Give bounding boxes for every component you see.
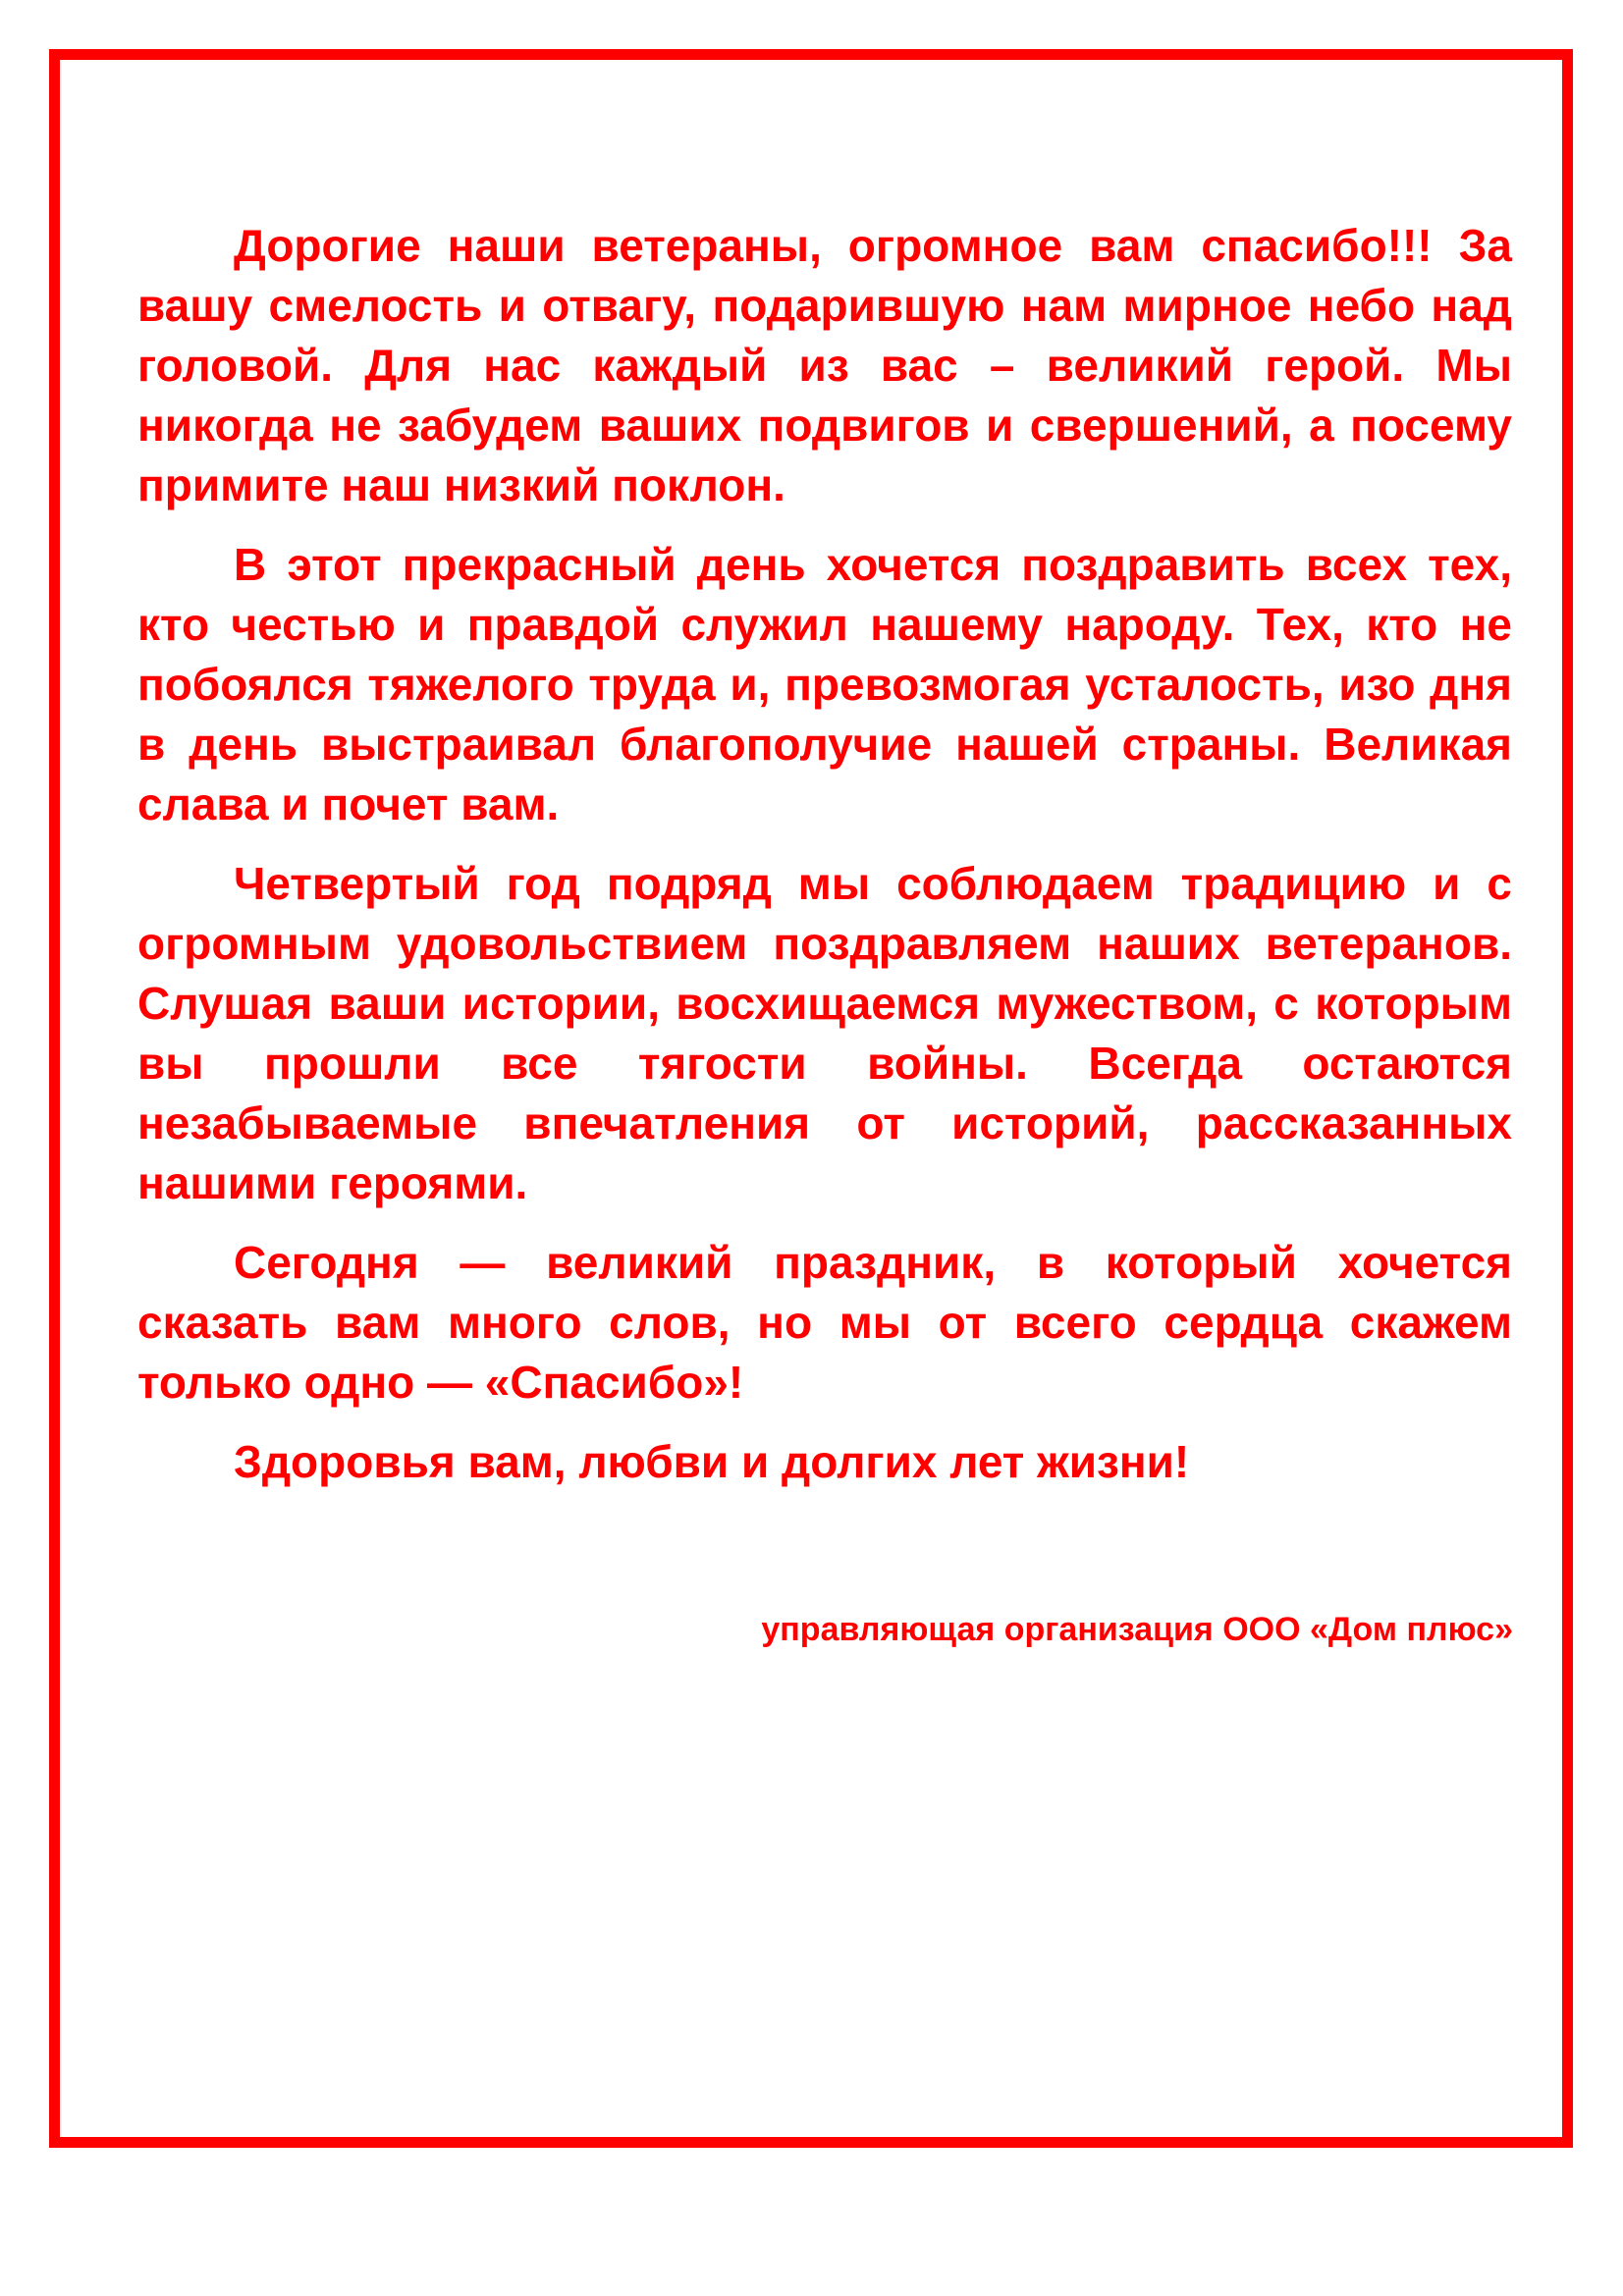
paragraph-wishes: Здоровья вам, любви и долгих лет жизни! xyxy=(234,1436,1190,1487)
signature: управляющая организация ООО «Дом плюс» xyxy=(761,1611,1513,1648)
paragraph-tradition: Четвертый год подряд мы соблюдаем традицию и с огромным удовольствием поздравляем наших ветеранов. Слушая ваши истории, восхищаемся мужеством, с которым вы прошли все тягости войны. Всегда остаются незабываемые впечатления от историй, рассказанных нашими героями. xyxy=(137,858,1512,1208)
paragraph-congratulations: В этот прекрасный день хочется поздравить всех тех, кто честью и правдой служил нашему народу. Тех, кто не побоялся тяжелого труда и, превозмогая усталость, изо дня в день выстраивал благополучие нашей страны. Великая слава и почет вам. xyxy=(137,539,1512,829)
paragraph-thanks: Дорогие наши ветераны, огромное вам спасибо!!! За вашу смелость и отвагу, подарившую нам мирное небо над головой. Для нас каждый из вас – великий герой. Мы никогда не забудем ваших подвигов и свершений, а посему примите наш низкий поклон. xyxy=(137,220,1512,510)
letter-body xyxy=(137,216,1512,1512)
paragraph-holiday: Сегодня — великий праздник, в который хочется сказать вам много слов, но мы от всего сердца скажем только одно — «Спасибо»! xyxy=(137,1237,1512,1408)
